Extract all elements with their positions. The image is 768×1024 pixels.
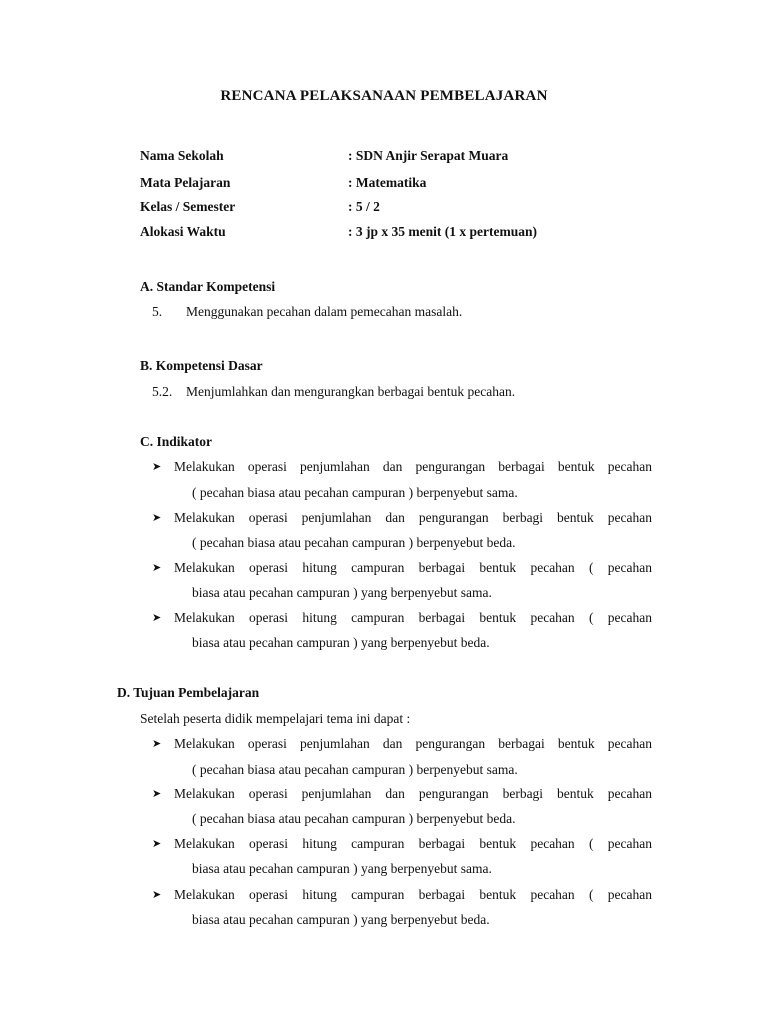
list-item-text: Melakukan operasi hitung campuran berbagai bentuk pecahan ( pecahan	[174, 887, 652, 902]
info-label: Alokasi Waktu	[140, 224, 226, 239]
info-value: : SDN Anjir Serapat Muara	[348, 148, 509, 163]
item-text: Menjumlahkan dan mengurangkan berbagai bentuk pecahan.	[186, 384, 516, 399]
section-b-heading: B. Kompetensi Dasar	[140, 358, 263, 373]
list-item-text: Melakukan operasi hitung campuran berbagai bentuk pecahan ( pecahan	[174, 836, 652, 851]
arrowhead-bullet-icon: ➤	[152, 788, 162, 800]
list-item-text: Melakukan operasi penjumlahan dan pengurangan berbagi bentuk pecahan	[174, 510, 652, 525]
info-label: Nama Sekolah	[140, 148, 224, 163]
list-item-continuation: biasa atau pecahan campuran ) yang berpenyebut sama.	[192, 585, 492, 600]
list-item-text: Melakukan operasi hitung campuran berbagai bentuk pecahan ( pecahan	[174, 610, 652, 625]
list-item-continuation: biasa atau pecahan campuran ) yang berpenyebut sama.	[192, 861, 492, 876]
section-d-intro: Setelah peserta didik mempelajari tema ini dapat :	[140, 711, 411, 726]
list-item-text: Melakukan operasi penjumlahan dan pengurangan berbagi bentuk pecahan	[174, 786, 652, 801]
section-a-heading: A. Standar Kompetensi	[140, 279, 276, 294]
list-item-text: Melakukan operasi penjumlahan dan pengurangan berbagai bentuk pecahan	[174, 459, 652, 474]
list-item-continuation: ( pecahan biasa atau pecahan campuran ) berpenyebut beda.	[192, 535, 516, 550]
arrowhead-bullet-icon: ➤	[152, 889, 162, 901]
arrowhead-bullet-icon: ➤	[152, 738, 162, 750]
info-label: Kelas / Semester	[140, 199, 236, 214]
info-label: Mata Pelajaran	[140, 175, 231, 190]
list-item-text: Melakukan operasi penjumlahan dan pengurangan berbagai bentuk pecahan	[174, 736, 652, 751]
list-item-continuation: ( pecahan biasa atau pecahan campuran ) berpenyebut beda.	[192, 811, 516, 826]
item-number: 5.	[152, 304, 163, 319]
list-item-continuation: ( pecahan biasa atau pecahan campuran ) berpenyebut sama.	[192, 762, 518, 777]
info-value: : Matematika	[348, 175, 427, 190]
arrowhead-bullet-icon: ➤	[152, 461, 162, 473]
document-title: RENCANA PELAKSANAAN PEMBELAJARAN	[220, 88, 548, 104]
section-d-heading: D. Tujuan Pembelajaran	[117, 685, 260, 700]
item-number: 5.2.	[152, 384, 173, 399]
arrowhead-bullet-icon: ➤	[152, 512, 162, 524]
list-item-continuation: biasa atau pecahan campuran ) yang berpenyebut beda.	[192, 635, 490, 650]
arrowhead-bullet-icon: ➤	[152, 562, 162, 574]
section-c-heading: C. Indikator	[140, 434, 213, 449]
item-text: Menggunakan pecahan dalam pemecahan masalah.	[186, 304, 463, 319]
arrowhead-bullet-icon: ➤	[152, 838, 162, 850]
info-value: : 5 / 2	[348, 199, 380, 214]
list-item-continuation: ( pecahan biasa atau pecahan campuran ) berpenyebut sama.	[192, 485, 518, 500]
list-item-text: Melakukan operasi hitung campuran berbagai bentuk pecahan ( pecahan	[174, 560, 652, 575]
list-item-continuation: biasa atau pecahan campuran ) yang berpenyebut beda.	[192, 912, 490, 927]
arrowhead-bullet-icon: ➤	[152, 612, 162, 624]
info-value: : 3 jp x 35 menit (1 x pertemuan)	[348, 224, 537, 239]
